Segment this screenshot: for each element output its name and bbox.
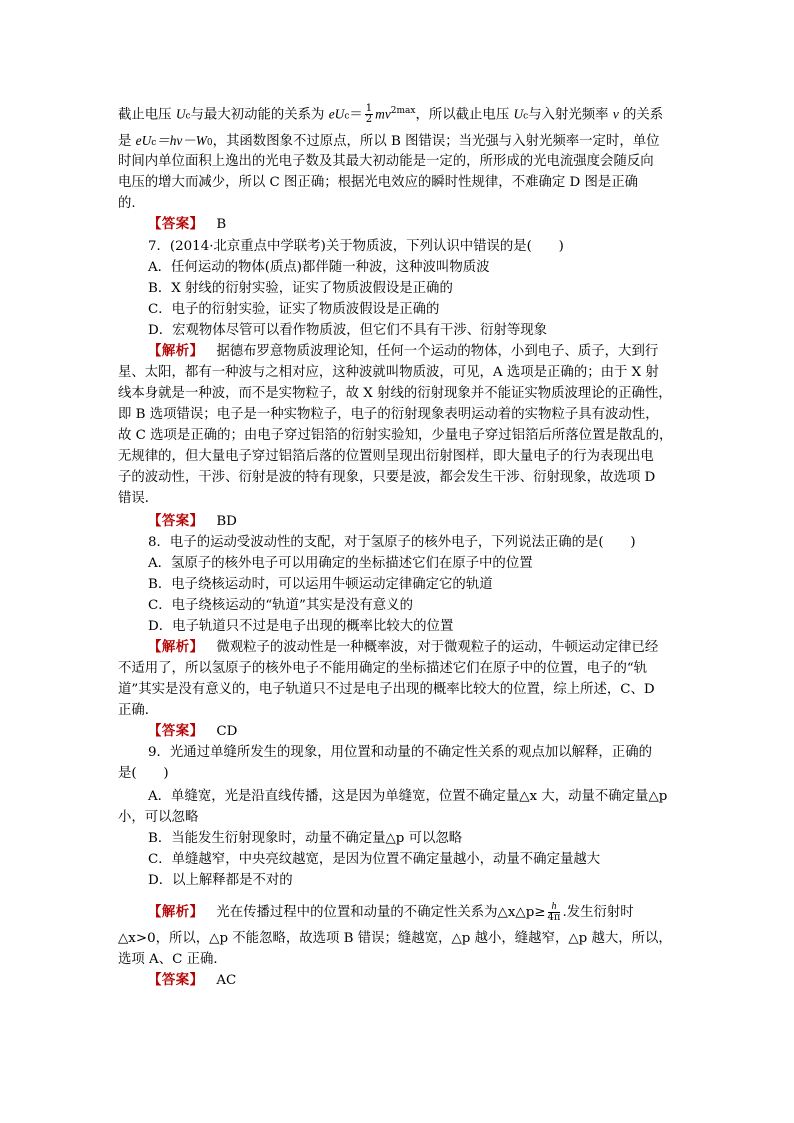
text: 截止电压 (118, 107, 176, 123)
subscript: 0 (206, 138, 213, 148)
analysis-tag: 【解析】 (148, 905, 204, 920)
q7-option-a: A．任何运动的物体(质点)都伴随一种波，这种波叫物质波 (148, 260, 490, 275)
answer-value: CD (216, 724, 238, 739)
q8-option-a: A．氢原子的核外电子可以用确定的坐标描述它们在原子中的位置 (148, 556, 533, 571)
q8-analysis-line-4: 正确． (118, 703, 159, 718)
q9-answer (148, 972, 236, 992)
text: 与最大初动能的关系为 (190, 107, 329, 123)
text: 微观粒子的波动性是一种概率波，对于微观粒子的运动，牛顿运动定律已经 (216, 640, 659, 655)
text: 的关系 (618, 107, 664, 123)
q6-answer (148, 216, 226, 236)
answer-value: BD (216, 514, 237, 529)
text: ＝ (349, 107, 363, 123)
q8-analysis-line-3: 道”其实是没有意义的，电子轨道只不过是电子出现的概率比较大的位置，综上所述，C、D (118, 682, 655, 697)
symbol-uc: U (175, 106, 186, 122)
text: 是 (118, 134, 136, 149)
answer-value: B (216, 217, 227, 232)
q8-option-d: D．电子轨道只不过是电子出现的概率比较大的位置 (148, 619, 454, 634)
numerator: h (548, 902, 561, 913)
q9-stem-line-1: 9．光通过单缝所发生的现象，用位置和动量的不确定性关系的观点加以解释，正确的 (148, 745, 652, 760)
q7-option-b: B．X 射线的衍射实验，证实了物质波假设是正确的 (148, 281, 453, 296)
q7-option-c: C．电子的衍射实验，证实了物质波假设是正确的 (148, 302, 440, 317)
text: .发生衍射时 (562, 905, 634, 920)
q7-analysis-line-7: 子的波动性，干涉、衍射是波的特有现象，只要是波，都会发生干涉、衍射现象，故选项 D (118, 470, 656, 485)
q7-analysis-line-6: 无规律的，但大量电子穿过铝箔后落的位置则呈现出衍射图样，即大量电子的行为表现出电 (118, 449, 654, 464)
symbol-uc: U (513, 106, 524, 122)
intro-line-2 (118, 132, 660, 152)
intro-line-5: 的. (118, 196, 136, 211)
superscript: 2max (390, 106, 416, 116)
q9-option-b: B．当能发生衍射现象时，动量不确定量△p 可以忽略 (148, 831, 463, 846)
analysis-tag: 【解析】 (148, 344, 204, 359)
text: 光在传播过程中的位置和动量的不确定性关系为△x△p≥ (216, 905, 546, 920)
intro-line-3: 时间内单位面积上逸出的光电子数及其最大初动能是一定的，所形成的光电流强度会随反向 (118, 154, 654, 169)
text: 据德布罗意物质波理论知，任何一个运动的物体，小到电子、质子，大到行 (216, 344, 659, 359)
analysis-tag: 【解析】 (148, 640, 204, 655)
q8-stem: 8．电子的运动受波动性的支配，对于氢原子的核外电子，下列说法正确的是( ) (148, 535, 636, 550)
q7-option-d: D．宏观物体尽管可以看作物质波，但它们不具有干涉、衍射等现象 (148, 323, 548, 338)
q7-analysis-line-1 (148, 343, 658, 363)
formula: mv (375, 106, 391, 122)
fraction-half (365, 104, 373, 125)
q7-answer (148, 513, 237, 533)
q8-answer (148, 723, 237, 743)
q8-analysis-line-2: 不适用了，所以氢原子的核外电子不能用确定的坐标描述它们在原子中的位置，电子的“轨 (118, 661, 648, 676)
formula: eU (328, 106, 345, 122)
answer-tag: 【答案】 (148, 973, 204, 988)
q9-analysis-line-3: 选项 A、C 正确． (118, 952, 227, 967)
numerator: 1 (365, 103, 373, 115)
formula: eU (135, 133, 152, 148)
intro-line-1 (118, 102, 664, 126)
q9-option-a-line-1: A．单缝宽，光是沿直线传播，这是因为单缝宽，位置不确定量△x 大，动量不确定量△p (148, 789, 668, 804)
formula: ＝hν－W (156, 133, 207, 148)
text: ，所以截止电压 (415, 107, 514, 123)
q8-analysis-line-1 (148, 639, 658, 659)
denominator: 2 (365, 114, 373, 126)
subscript: c (523, 111, 529, 122)
subscript: c (344, 111, 350, 122)
q7-analysis-line-3: 线本身就是一种波，而不是实物粒子，故 X 射线的衍射现象并不能证实物质波理论的正确性， (118, 386, 672, 401)
intro-line-4: 电压的增大而减少，所以 C 图正确；根据光电效应的瞬时性规律，不难确定 D 图是正确 (118, 175, 639, 190)
q8-option-b: B．电子绕核运动时，可以运用牛顿运动定律确定它的轨道 (148, 577, 493, 592)
q7-stem: 7．(2014·北京重点中学联考)关于物质波，下列认识中错误的是( ) (148, 239, 564, 254)
q8-option-c: C．电子绕核运动的“轨道”其实是没有意义的 (148, 598, 413, 613)
q9-option-c: C．单缝越窄，中央亮纹越宽，是因为位置不确定量越小，动量不确定量越大 (148, 852, 601, 867)
subscript: c (151, 138, 157, 148)
q7-analysis-line-2: 星、太阳，都有一种波与之相对应，这种波就叫物质波，可见，A 选项是正确的；由于 X 射 (118, 365, 659, 380)
q9-analysis-line-1 (148, 902, 634, 922)
text: 与入射光频率 (528, 107, 613, 123)
q7-analysis-line-4: 即 B 选项错误；电子是一种实物粒子，电子的衍射现象表明运动着的实物粒子具有波动性， (118, 407, 659, 422)
q9-stem-line-2: 是( ) (118, 766, 169, 781)
symbol-nu: ν (612, 106, 619, 122)
q7-analysis-line-5: 故 C 选项是正确的；由电子穿过铝箔的衍射实验知，少量电子穿过铝箔后所落位置是散乱的， (118, 428, 673, 443)
q9-option-d: D．以上解释都是不对的 (148, 873, 293, 888)
fraction-h-over-4pi (548, 902, 561, 923)
text: ，其函数图象不过原点，所以 B 图错误；当光强与入射光频率一定时，单位 (212, 134, 660, 149)
answer-tag: 【答案】 (148, 724, 204, 739)
subscript: c (185, 111, 191, 122)
denominator: 4π (547, 912, 561, 923)
answer-value: AC (216, 973, 237, 988)
q7-analysis-line-8: 错误． (118, 491, 159, 506)
answer-tag: 【答案】 (148, 217, 204, 232)
q9-analysis-line-2: △x>0，所以，△p 不能忽略，故选项 B 错误；缝越宽，△p 越小，缝越窄，△p 越大，所以， (118, 931, 672, 946)
q9-option-a-line-2: 小，可以忽略 (118, 810, 199, 825)
answer-tag: 【答案】 (148, 514, 204, 529)
